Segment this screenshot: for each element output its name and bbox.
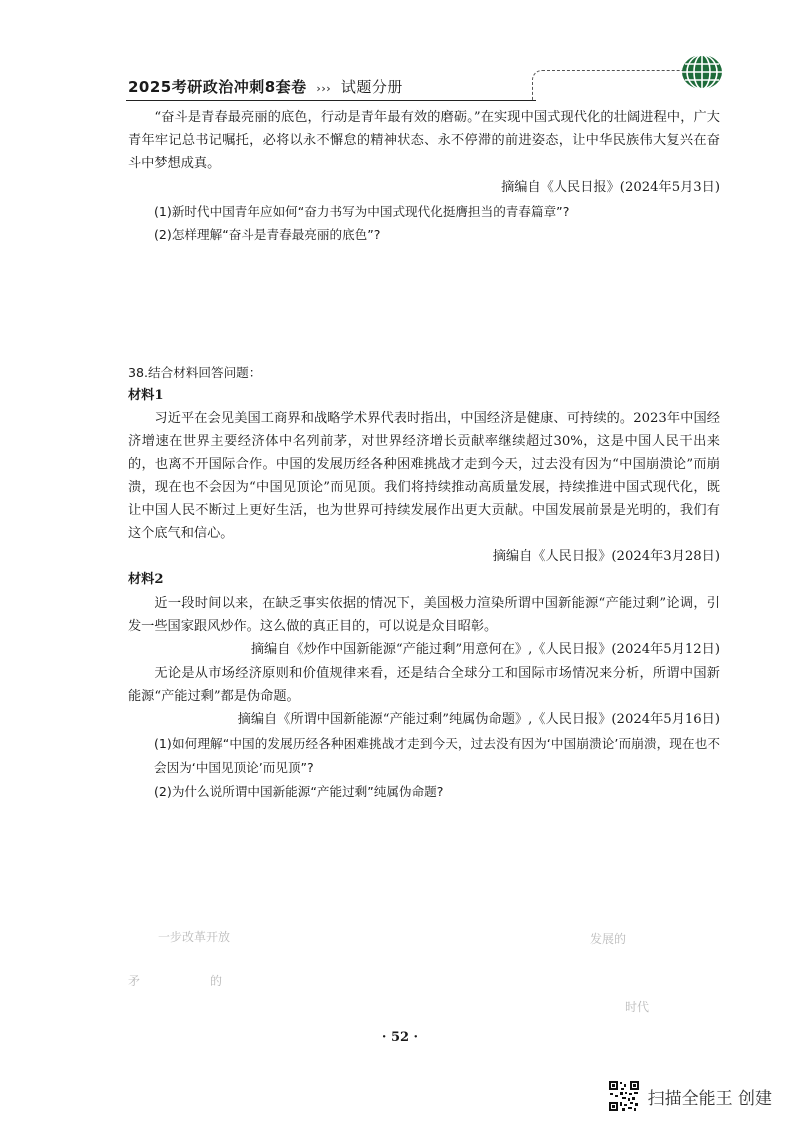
q38-material-2-source-2: 摘编自《所谓中国新能源“产能过剩”纯属伪命题》,《人民日报》(2024年5月16日) — [237, 712, 720, 727]
q37-question-1: (1)新时代中国青年应如何“奋力书写为中国式现代化挺膺担当的青春篇章”? — [154, 204, 570, 219]
bleed-through-text: 矛 — [128, 974, 141, 988]
header-title: 2025考研政治冲刺8套卷 — [128, 78, 307, 96]
watermark-text: 扫描全能王 创建 — [647, 1088, 772, 1109]
bleed-through-text: 一步改革开放 — [158, 930, 231, 944]
q38-material-1-text: 习近平在会见美国工商界和战略学术界代表时指出，中国经济是健康、可持续的。2023年中国经济增速在世界主要经济体中名列前茅，对世界经济增长贡献率继续超过30%，这是中国人民干出来的，也离不开国际合作。中国的发展历经各种困难挑战才走到今天，过去没有因为“中国崩溃论”而崩溃，现在也不会因为“中国见顶论”而见顶。我们将持续推动高质量发展，持续推进中国式现代化，既让中国人民不断过上更好生活，也为世界可持续发展作出更大贡献。中国发展前景是光明的，我们有这个底气和信心。 — [128, 411, 720, 541]
globe-icon — [680, 52, 724, 92]
bleed-through-text: 时代 — [625, 1000, 650, 1014]
q38-material-2-text-1: 近一段时间以来，在缺乏事实依据的情况下，美国极力渲染所谓中国新能源“产能过剩”论调，引发一些国家跟风炒作。这么做的真正目的，可以说是众目昭彰。 — [128, 596, 720, 634]
header-rule — [126, 100, 536, 101]
bleed-through-text: 的 — [210, 974, 223, 988]
running-header — [128, 76, 403, 97]
q38-question-1: (1)如何理解“中国的发展历经各种困难挑战才走到今天，过去没有因为‘中国崩溃论’而崩溃，现在也不会因为‘中国见顶论’而见顶”? — [154, 736, 720, 775]
q38-stem: 38.结合材料回答问题： — [128, 365, 262, 380]
page-number: · 52 · — [381, 1030, 419, 1045]
qr-code-icon — [608, 1080, 640, 1112]
q38-material-2-source-1: 摘编自《炒作中国新能源“产能过剩”用意何在》,《人民日报》(2024年5月12日) — [250, 642, 720, 657]
header-arrows: ››› — [316, 82, 332, 95]
q38-material-2-label: 材料2 — [128, 572, 164, 587]
q38-material-2-text-2: 无论是从市场经济原则和价值规律来看，还是结合全球分工和国际市场情况来分析，所谓中国新能源“产能过剩”都是伪命题。 — [128, 666, 720, 704]
q37-question-2: (2)怎样理解“奋斗是青春最亮丽的底色”? — [154, 227, 381, 242]
bleed-through-text: 发展的 — [590, 932, 627, 946]
q37-source: 摘编自《人民日报》(2024年5月3日) — [501, 180, 720, 195]
header-dash-decoration — [532, 70, 683, 101]
header-subtitle: 试题分册 — [340, 78, 403, 96]
q38-material-1-source: 摘编自《人民日报》(2024年3月28日) — [492, 549, 720, 564]
scanner-watermark — [608, 1080, 772, 1112]
q37-material-paragraph: “奋斗是青春最亮丽的底色，行动是青年最有效的磨砺。”在实现中国式现代化的壮阔进程中，广大青年牢记总书记嘱托，必将以永不懈怠的精神状态、永不停滞的前进姿态，让中华民族伟大复兴在奋斗中梦想成真。 — [128, 110, 720, 171]
q38-material-1-label: 材料1 — [128, 388, 164, 403]
q38-question-2: (2)为什么说所谓中国新能源“产能过剩”纯属伪命题? — [154, 784, 444, 799]
